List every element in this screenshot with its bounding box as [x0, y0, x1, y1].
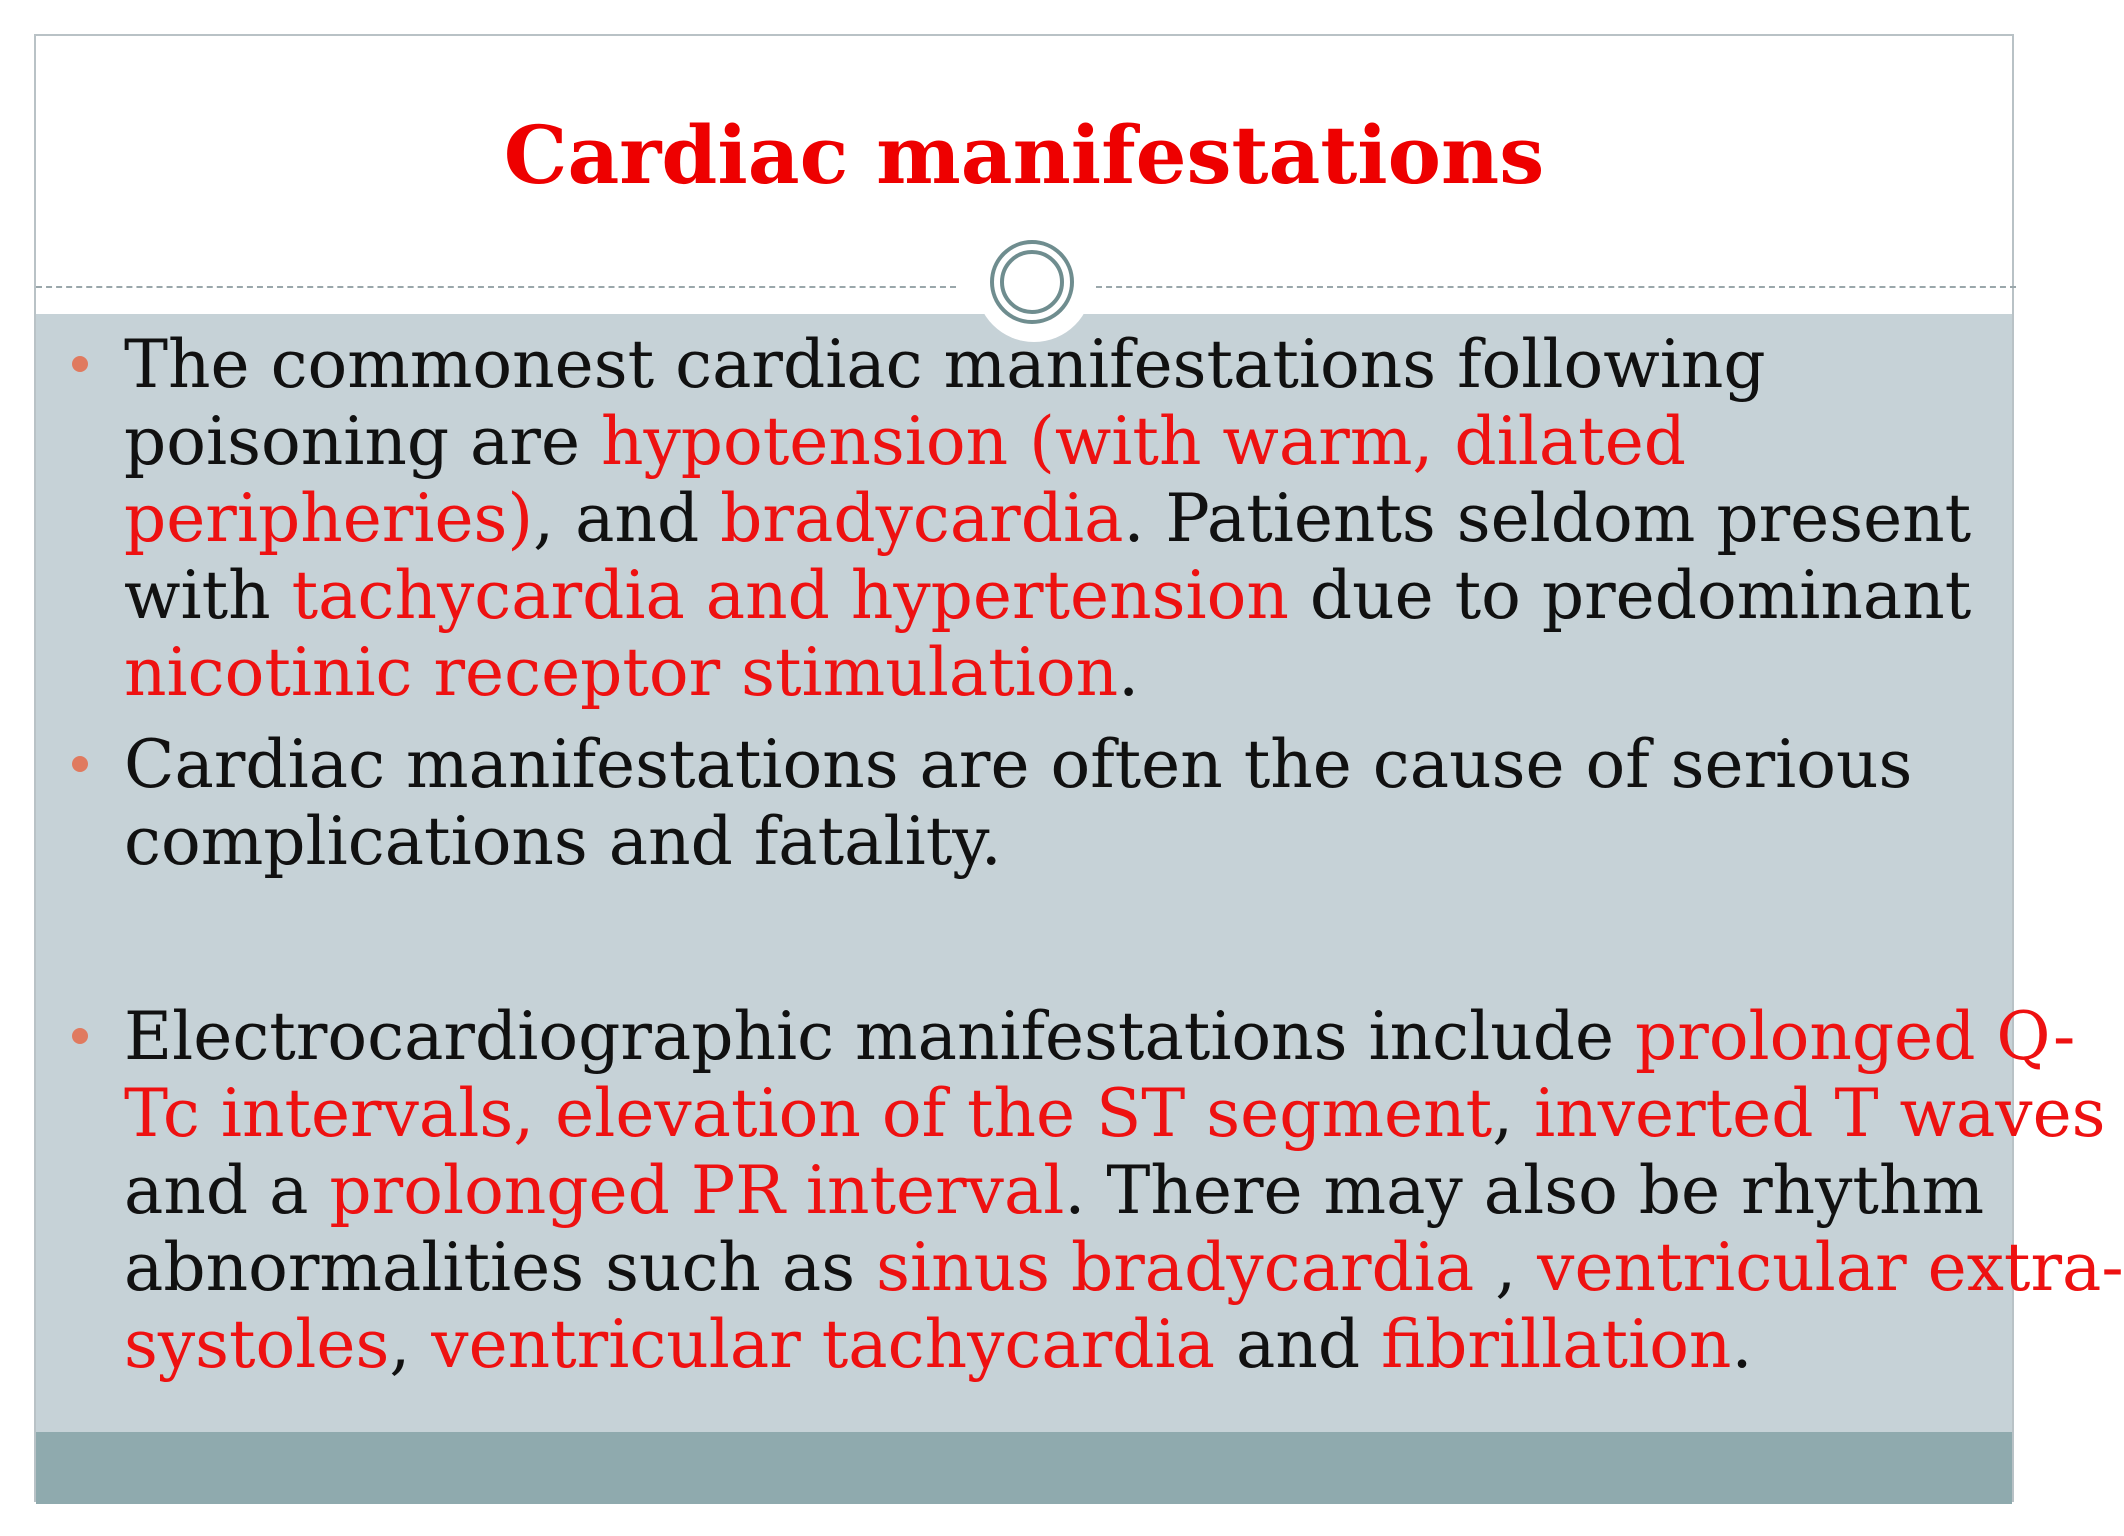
- bullet-line: [124, 1306, 2004, 1383]
- highlighted-text: peripheries): [124, 480, 534, 557]
- highlighted-text: prolonged PR interval: [329, 1152, 1065, 1229]
- title-divider-left: [36, 286, 956, 288]
- bullet-line: [124, 1229, 2124, 1306]
- highlighted-text: tachycardia and hypertension: [291, 557, 1289, 634]
- ornament-inner-ring: [1000, 250, 1064, 314]
- body-text: , and: [533, 480, 721, 557]
- body-text: complications and fatality.: [124, 803, 1002, 880]
- body-text: and: [1214, 1306, 1382, 1383]
- bullet-line: [124, 480, 2004, 557]
- bullet-line: [124, 1152, 2004, 1229]
- highlighted-text: bradycardia: [720, 480, 1124, 557]
- bullet-item: [124, 726, 2004, 880]
- body-text: ,: [389, 1306, 432, 1383]
- highlighted-text: sinus bradycardia: [876, 1229, 1496, 1306]
- body-text: .: [1118, 634, 1140, 711]
- bullet-text: [124, 726, 2004, 880]
- slide-title: Cardiac manifestations: [503, 108, 1545, 202]
- body-text: poisoning are: [124, 403, 601, 480]
- bullet-item: [124, 998, 2124, 1383]
- body-text: Cardiac manifestations are often the cause of serious: [124, 726, 1913, 803]
- body-text: abnormalities such as: [124, 1229, 877, 1306]
- bullet-item: [124, 326, 2004, 711]
- highlighted-text: fibrillation: [1381, 1306, 1732, 1383]
- highlighted-text: hypotension (with warm, dilated: [601, 403, 1687, 480]
- highlighted-text: systoles: [124, 1306, 390, 1383]
- body-text: .: [1731, 1306, 1753, 1383]
- highlighted-text: ventricular tachycardia: [431, 1306, 1215, 1383]
- body-text: ,: [1492, 1075, 1535, 1152]
- bullet-text: [124, 326, 2004, 711]
- bullet-line: [124, 403, 2004, 480]
- body-text: ,: [1495, 1229, 1538, 1306]
- bullet-line: [124, 326, 2004, 403]
- bullet-dot-icon: [72, 356, 88, 372]
- body-text: . Patients seldom present: [1123, 480, 1972, 557]
- bullet-text: [124, 998, 2124, 1383]
- bullet-line: [124, 998, 2076, 1075]
- bottom-band: [36, 1432, 2012, 1504]
- bullet-line: [124, 634, 2004, 711]
- bullet-line: [124, 557, 2004, 634]
- bullet-line: [124, 803, 2004, 880]
- slide: [34, 34, 2124, 1502]
- title-divider-right: [1096, 286, 2016, 288]
- body-text: and a: [124, 1152, 330, 1229]
- highlighted-text: prolonged Q-: [1635, 998, 2076, 1075]
- circle-ornament-icon: [976, 226, 1092, 342]
- body-text: due to predominant: [1288, 557, 1972, 634]
- highlighted-text: Tc intervals, elevation of the ST segment: [124, 1075, 1493, 1152]
- body-text: The commonest cardiac manifestations following: [124, 326, 1766, 403]
- highlighted-text: nicotinic receptor stimulation: [124, 634, 1119, 711]
- highlighted-text: inverted T waves: [1534, 1075, 2106, 1152]
- bullet-line: [124, 1075, 2106, 1152]
- bullet-line: [124, 726, 2004, 803]
- body-text: . There may also be rhythm: [1064, 1152, 1985, 1229]
- bullet-dot-icon: [72, 1028, 88, 1044]
- body-text: Electrocardiographic manifestations include: [124, 998, 1636, 1075]
- bullet-dot-icon: [72, 756, 88, 772]
- highlighted-text: ventricular extra-: [1537, 1229, 2124, 1306]
- body-text: with: [124, 557, 292, 634]
